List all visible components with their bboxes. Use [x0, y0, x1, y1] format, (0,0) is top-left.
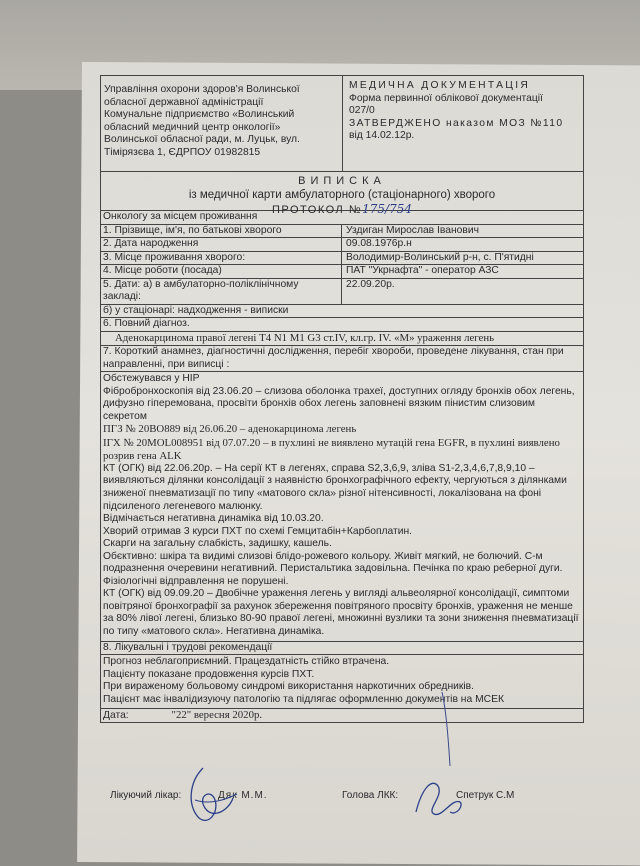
recommendation-line: Пацієнту показане продовження курсів ПХТ.	[103, 668, 315, 680]
anamnesis-paragraph: Фібробронхоскопія від 23.06.20 – слизова оболонка трахеї, доступних огляду бронхів обох легень, дифузно гіперемована, просвіти бронхів обох легень заповнені вязким пінистим слизовим секретом	[103, 385, 575, 422]
head-name: Спетрук С.М	[456, 790, 515, 801]
field-value: ПАТ "Укрнафта" - оператор АЗС	[346, 265, 499, 277]
anamnesis-paragraph: ІГХ № 20MOL008951 від 07.07.20 – в пухлині не виявлено мутацій гена EGFR, в пухлині виявлено розрив гена ALK	[103, 436, 560, 462]
field-label: 2. Дата народження	[101, 238, 342, 251]
anamnesis-paragraph: ПГЗ № 20ВО889 від 26.06.20 – аденокарцинома легень	[103, 423, 357, 436]
doc-subtitle: із медичної карти амбулаторного (стаціонарного) хворого	[188, 189, 496, 202]
anamnesis-paragraph: КТ (ОГК) від 09.09.20 – Двобічне ураження легень у вигляді альвеолярної консолідації, симптоми повітряної бронхографії за рахунок збереження повітряного просвіту бронхів, ураження не менше за 80% лівої легені, близько 80-90 правої легені, множинні вузлики та зони зниження пневматизації по типу «матового скла». Негативна динаміка.	[103, 588, 579, 637]
field-label: 5. Дати: а) в амбулаторно-поліклінічному закладі:	[101, 279, 342, 304]
doctor-label: Лікуючий лікар:	[110, 790, 182, 801]
recommendations-label: 8. Лікувальні і трудові рекомендації	[100, 641, 584, 655]
doctor-signature	[185, 760, 245, 830]
field-label: 4. Місце роботи (посада)	[101, 265, 342, 278]
field-row	[100, 264, 584, 278]
field-row	[100, 278, 584, 304]
field-value: Уздиган Мирослав Іванович	[346, 224, 479, 236]
protocol-label: ПРОТОКОЛ №	[272, 204, 363, 217]
margin-line	[438, 690, 468, 770]
recipient: Онкологу за місцем проживання	[100, 210, 584, 224]
diagnosis-text: Аденокарцинома правої легені T4 N1 M1 G3 ст.IV, кл.гр. IV. «M» ураження легень	[100, 331, 584, 345]
recommendation-line: Прогноз неблагоприємний. Працездатність стійко втрачена.	[103, 656, 390, 668]
field-value: Володимир-Волинський р-н, с. П'ятидні	[346, 251, 534, 263]
protocol-number: 175/754	[362, 202, 412, 217]
org-line: обласної державної адміністрації	[104, 96, 264, 108]
org-line: Комунальне підприємство «Волинський	[104, 109, 295, 121]
field-value: 09.08.1976р.н	[346, 238, 412, 250]
date-value: "22" вересня 2020р.	[171, 709, 263, 722]
date-row	[100, 708, 584, 723]
org-line: обласний медичний центр онкології»	[104, 121, 281, 133]
anamnesis-paragraph: Хворий отримав 3 курси ПХТ по схемі Гемцитабін+Карбоплатин.	[103, 525, 413, 537]
anamnesis-paragraph: Обєктивно: шкіра та видимі слизові блідо-рожевого кольору. Живіт мягкий, не болючий. С-м подразнення очеревини негативний. Перистальтика задовільна. Печінка по краю реберної дуги. Фізіологічні відправлення не порушені.	[103, 550, 563, 587]
recommendations-body	[100, 654, 584, 708]
field-row	[100, 224, 584, 238]
organization-block	[101, 76, 343, 171]
anamnesis-label: 7. Короткий анамнез, діагностичні дослідження, перебіг хвороби, проведене лікування, стан при направленні, при виписці :	[100, 345, 584, 371]
doctor-name: Дяк М.М.	[218, 790, 268, 801]
form-info-block	[343, 76, 583, 171]
anamnesis-paragraph: Відмічається негативна динаміка від 10.03.20.	[103, 513, 324, 525]
field-label: 3. Місце проживання хворого:	[101, 252, 342, 265]
org-line: Управління охорони здоров'я Волинської	[104, 84, 300, 95]
field-row	[100, 251, 584, 265]
approved-line: ЗАТВЕРДЖЕНО наказом МОЗ №110	[349, 117, 564, 129]
approved-date: від 14.02.12р.	[349, 130, 415, 142]
anamnesis-paragraph: Обстежувався у НІР	[103, 373, 200, 385]
anamnesis-paragraph: Скарги на загальну слабкість, задишку, кашель.	[103, 538, 332, 550]
doc-title: ВИПИСКА	[298, 175, 386, 187]
head-label: Голова ЛКК:	[342, 790, 399, 801]
field-value: 22.09.20р.	[346, 278, 395, 290]
field-label: 1. Прізвище, ім'я, по батькові хворого	[101, 225, 342, 238]
date-label: Дата:	[103, 710, 129, 722]
diagnosis-label: 6. Повний діагноз.	[100, 317, 584, 331]
recommendation-line: При вираженому больовому синдромі використання наркотичних обредників.	[103, 681, 474, 693]
document-header	[100, 75, 584, 171]
org-line: Тімірязєва 1, ЄДРПОУ 01982815	[104, 146, 261, 158]
org-line: Волинської обласної ради, м. Луцьк, вул.	[104, 134, 300, 146]
recommendation-line: Пацієнт має інвалідизуючу патологію та підлягає оформленню документів на МСЕК	[103, 693, 504, 705]
stationary-line: б) у стаціонарі: надходження - виписки	[100, 304, 584, 318]
form-line: Форма первинної облікової документації	[349, 92, 543, 104]
med-doc-title: МЕДИЧНА ДОКУМЕНТАЦІЯ	[349, 80, 531, 91]
anamnesis-paragraph: КТ (ОГК) від 22.06.20р. – На серії КТ в легенях, справа S2,3,6,9, зліва S1-2,3,4,6,7,8,9,10 – виявляються ділянки консолідації з наявністю бронхографічного ефекту, чергуються з ділянками зниженої пневматизації по типу «матового скла» різної нітенсивності, локалізована на фоні підсиленого легеневого малюнку.	[103, 462, 567, 512]
field-row	[100, 237, 584, 251]
form-code: 027/0	[349, 105, 375, 117]
document	[100, 75, 584, 723]
head-signature	[408, 768, 468, 828]
anamnesis-body	[100, 371, 584, 640]
